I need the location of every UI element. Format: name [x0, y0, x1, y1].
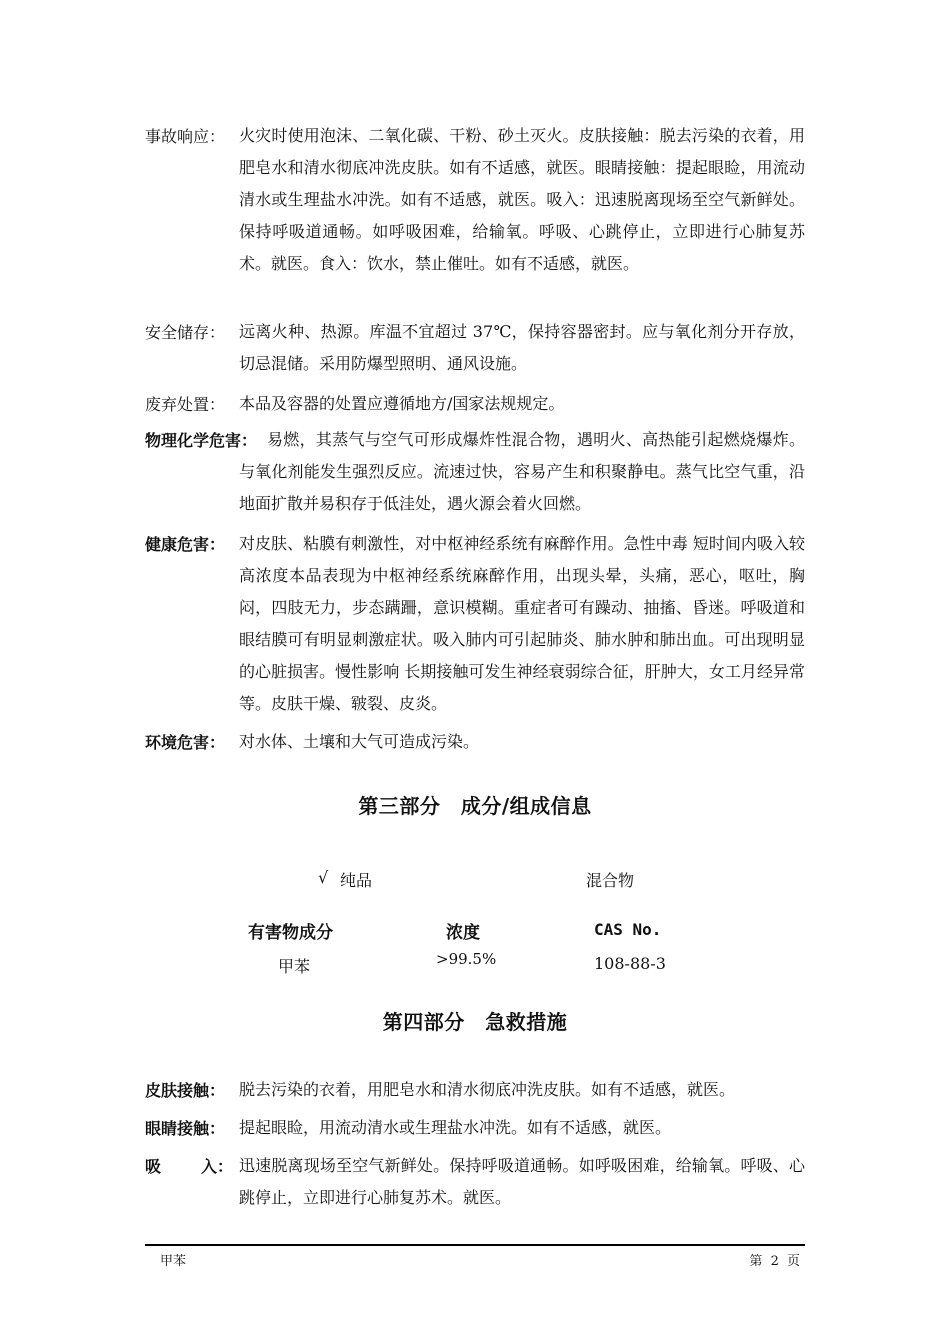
skin-contact-text: 脱去污染的衣着，用肥皂水和清水彻底冲洗皮肤。如有不适感，就医。: [239, 1080, 736, 1099]
header-concentration: 浓度: [446, 923, 480, 943]
header-cas: CAS No.: [594, 920, 662, 939]
disposal-label: 废弃处置：: [145, 395, 226, 414]
footer-divider: [145, 1244, 805, 1246]
row-cas: 108-88-3: [594, 954, 666, 973]
page-suffix: 页: [786, 1254, 800, 1269]
footer-page-number: [749, 1250, 800, 1269]
safe-storage-entry: [145, 316, 805, 380]
inhalation-text: 迅速脱离现场至空气新鲜处。保持呼吸道通畅。如呼吸困难，给输氧。呼吸、心跳停止，立即进行心肺复苏术。就医。: [239, 1156, 805, 1207]
inhalation-entry: [145, 1150, 805, 1214]
environment-hazard-entry: [145, 726, 805, 758]
physical-hazard-text: 易燃，其蒸气与空气可形成爆炸性混合物，遇明火、高热能引起燃烧爆炸。与氧化剂能发生强烈反应。流速过快，容易产生和积聚静电。蒸气比空气重，沿地面扩散并易积存于低洼处，遇火源会着火回燃。: [239, 430, 805, 513]
eye-contact-entry: [145, 1112, 805, 1144]
eye-contact-label: 眼睛接触：: [145, 1119, 226, 1138]
page-prefix: 第: [749, 1254, 763, 1269]
skin-contact-entry: [145, 1074, 805, 1106]
skin-contact-label: 皮肤接触：: [145, 1081, 226, 1100]
inhalation-label-a: 吸: [145, 1157, 162, 1176]
pure-checkmark-icon: √: [318, 868, 329, 887]
disposal-text: 本品及容器的处置应遵循地方/国家法规规定。: [239, 394, 565, 413]
header-component: 有害物成分: [248, 923, 333, 943]
physical-hazard-label: 物理化学危害：: [145, 431, 258, 450]
health-hazard-label: 健康危害：: [145, 535, 226, 554]
inhalation-label-b: 入：: [201, 1157, 234, 1176]
accident-response-label: 事故响应：: [145, 127, 226, 146]
row-concentration: >99.5%: [436, 950, 497, 968]
footer-product-name: 甲苯: [160, 1254, 187, 1269]
part3-title: 第三部分 成分/组成信息: [358, 794, 592, 818]
physical-hazard-entry: [145, 424, 805, 520]
environment-hazard-text: 对水体、土壤和大气可造成污染。: [239, 732, 480, 751]
health-hazard-text: 对皮肤、粘膜有刺激性，对中枢神经系统有麻醉作用。急性中毒 短时间内吸入较高浓度本品表现为中枢神经系统麻醉作用，出现头晕，头痛，恶心，呕吐，胸闷，四肢无力，步态蹒跚，意识模糊。重症者可有躁动、抽搐、昏迷。呼吸道和眼结膜可有明显刺激症状。吸入肺内可引起肺炎、肺水肿和肺出血。可出现明显的心脏损害。慢性影响 长期接触可发生神经衰弱综合征，肝肿大，女工月经异常等。皮肤干燥、皲裂、皮炎。: [239, 534, 805, 713]
safe-storage-text: 远离火种、热源。库温不宜超过 37℃，保持容器密封。应与氧化剂分开存放，切忌混储。采用防爆型照明、通风设施。: [239, 322, 805, 373]
environment-hazard-label: 环境危害：: [145, 733, 226, 752]
pure-label: 纯品: [340, 871, 373, 890]
eye-contact-text: 提起眼睑，用流动清水或生理盐水冲洗。如有不适感，就医。: [239, 1118, 672, 1137]
safe-storage-label: 安全储存：: [145, 323, 226, 342]
disposal-entry: [145, 388, 805, 420]
accident-response-entry: [145, 120, 805, 280]
mixture-label: 混合物: [586, 871, 635, 890]
accident-response-text: 火灾时使用泡沫、二氧化碳、干粉、砂土灭火。皮肤接触：脱去污染的衣着，用肥皂水和清水彻底冲洗皮肤。如有不适感，就医。眼睛接触：提起眼睑，用流动清水或生理盐水冲洗。如有不适感，就医。吸入：迅速脱离现场至空气新鲜处。保持呼吸道通畅。如呼吸困难，给输氧。呼吸、心跳停止，立即进行心肺复苏术。就医。食入：饮水，禁止催吐。如有不适感，就医。: [239, 126, 805, 273]
part4-title: 第四部分 急救措施: [382, 1010, 568, 1034]
health-hazard-entry: [145, 528, 805, 720]
page-number: 2: [770, 1254, 779, 1269]
row-component: 甲苯: [278, 957, 311, 976]
